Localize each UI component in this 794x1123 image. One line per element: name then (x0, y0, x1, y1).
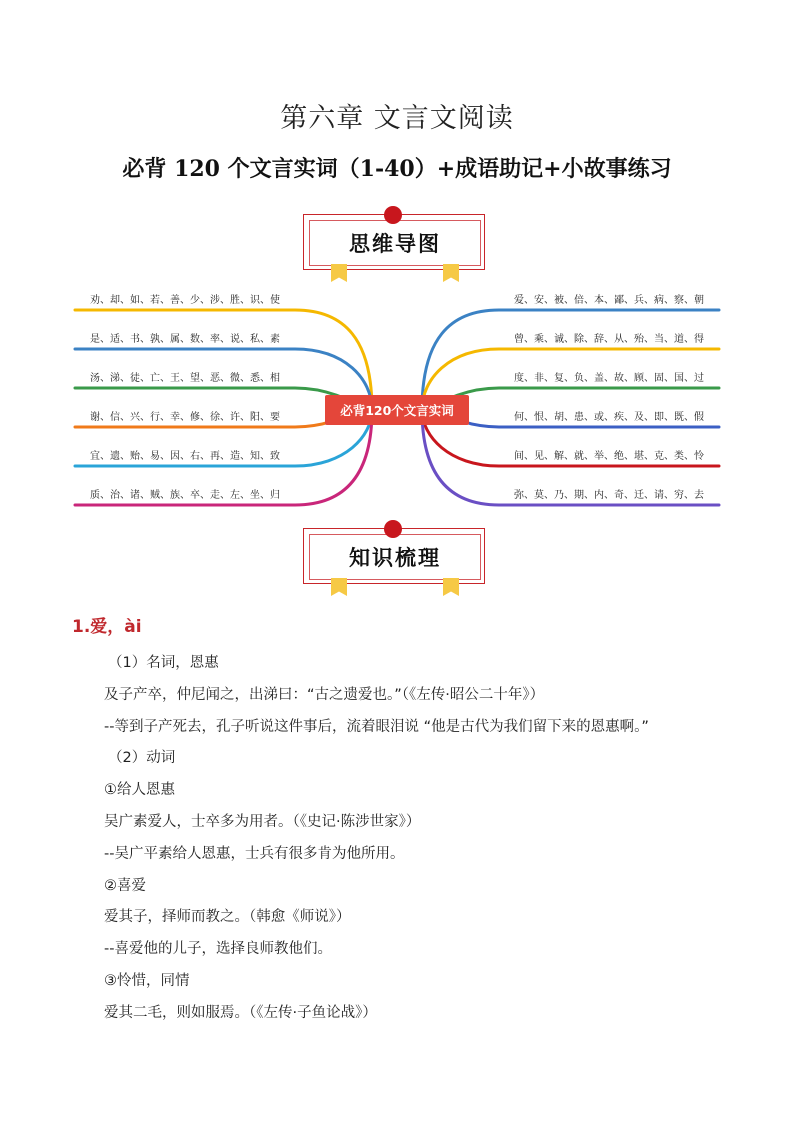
pin-icon (384, 520, 402, 538)
badge-label: 思维导图 (309, 220, 481, 266)
section-heading: 1.爱，ài (72, 617, 142, 637)
example-quote: 爱其二毛，则如服焉。（《左传·子鱼论战》） (104, 1004, 377, 1021)
badge-label: 知识梳理 (309, 534, 481, 580)
right-branch-label: 何、恨、胡、患、或、疾、及、即、既、假 (514, 412, 704, 423)
knowledge-badge (303, 528, 485, 584)
mind-map (0, 280, 794, 520)
left-branch-label: 汤、涕、徒、亡、王、望、恶、微、悉、相 (90, 373, 280, 384)
right-branch-label: 爱、安、被、倍、本、鄙、兵、病、察、朝 (514, 295, 704, 306)
chapter-title: 第六章 文言文阅读 (280, 103, 514, 134)
mindmap-badge (303, 214, 485, 270)
pin-icon (384, 206, 402, 224)
right-branch-label: 间、见、解、就、举、绝、堪、克、类、怜 (514, 451, 704, 462)
example-quote: 吴广素爱人，士卒多为用者。（《史记·陈涉世家》） (104, 813, 421, 830)
ribbon-icon (443, 578, 459, 596)
example-quote: 及子产卒，仲尼闻之，出涕曰：“古之遗爱也。”（《左传·昭公二十年》） (104, 686, 545, 703)
ribbon-icon (331, 578, 347, 596)
left-branch-label: 是、适、书、孰、属、数、率、说、私、素 (90, 334, 280, 345)
left-branch-label: 谢、信、兴、行、幸、修、徐、许、阳、要 (90, 412, 280, 423)
sub-sense: ①给人恩惠 (104, 782, 175, 799)
example-quote: 爱其子，择师而教之。（韩愈《师说》） (104, 909, 351, 926)
right-branch-label: 弥、莫、乃、期、内、奇、迁、请、穷、去 (514, 490, 704, 501)
left-branch-label: 劝、却、如、若、善、少、涉、胜、识、使 (90, 295, 280, 306)
sense-heading: （2）动词 (108, 750, 176, 767)
left-branch-label: 宜、遗、贻、易、因、右、再、造、知、致 (90, 451, 280, 462)
sense-heading: （1）名词，恩惠 (108, 655, 219, 671)
left-branch-label: 质、治、诸、贼、族、卒、走、左、坐、归 (90, 490, 280, 501)
right-branch-label: 曾、乘、诚、除、辞、从、殆、当、道、得 (514, 334, 704, 345)
right-branch-label: 度、非、复、负、盖、故、顾、固、国、过 (514, 373, 704, 384)
document-subtitle: 必背 120 个文言实词（1-40）+成语助记+小故事练习 (122, 156, 672, 182)
section-content (104, 648, 764, 1030)
translation: --喜爱他的儿子，选择良师教他们。 (104, 941, 332, 958)
sub-sense: ②喜爱 (104, 877, 146, 894)
center-node-label: 必背120个文言实词 (340, 403, 454, 418)
translation: --吴广平素给人恩惠，士兵有很多肯为他所用。 (104, 845, 405, 862)
sub-sense: ③怜惜，同情 (104, 972, 190, 989)
translation: --等到子产死去，孔子听说这件事后，流着眼泪说 “他是古代为我们留下来的恩惠啊。” (104, 718, 649, 735)
